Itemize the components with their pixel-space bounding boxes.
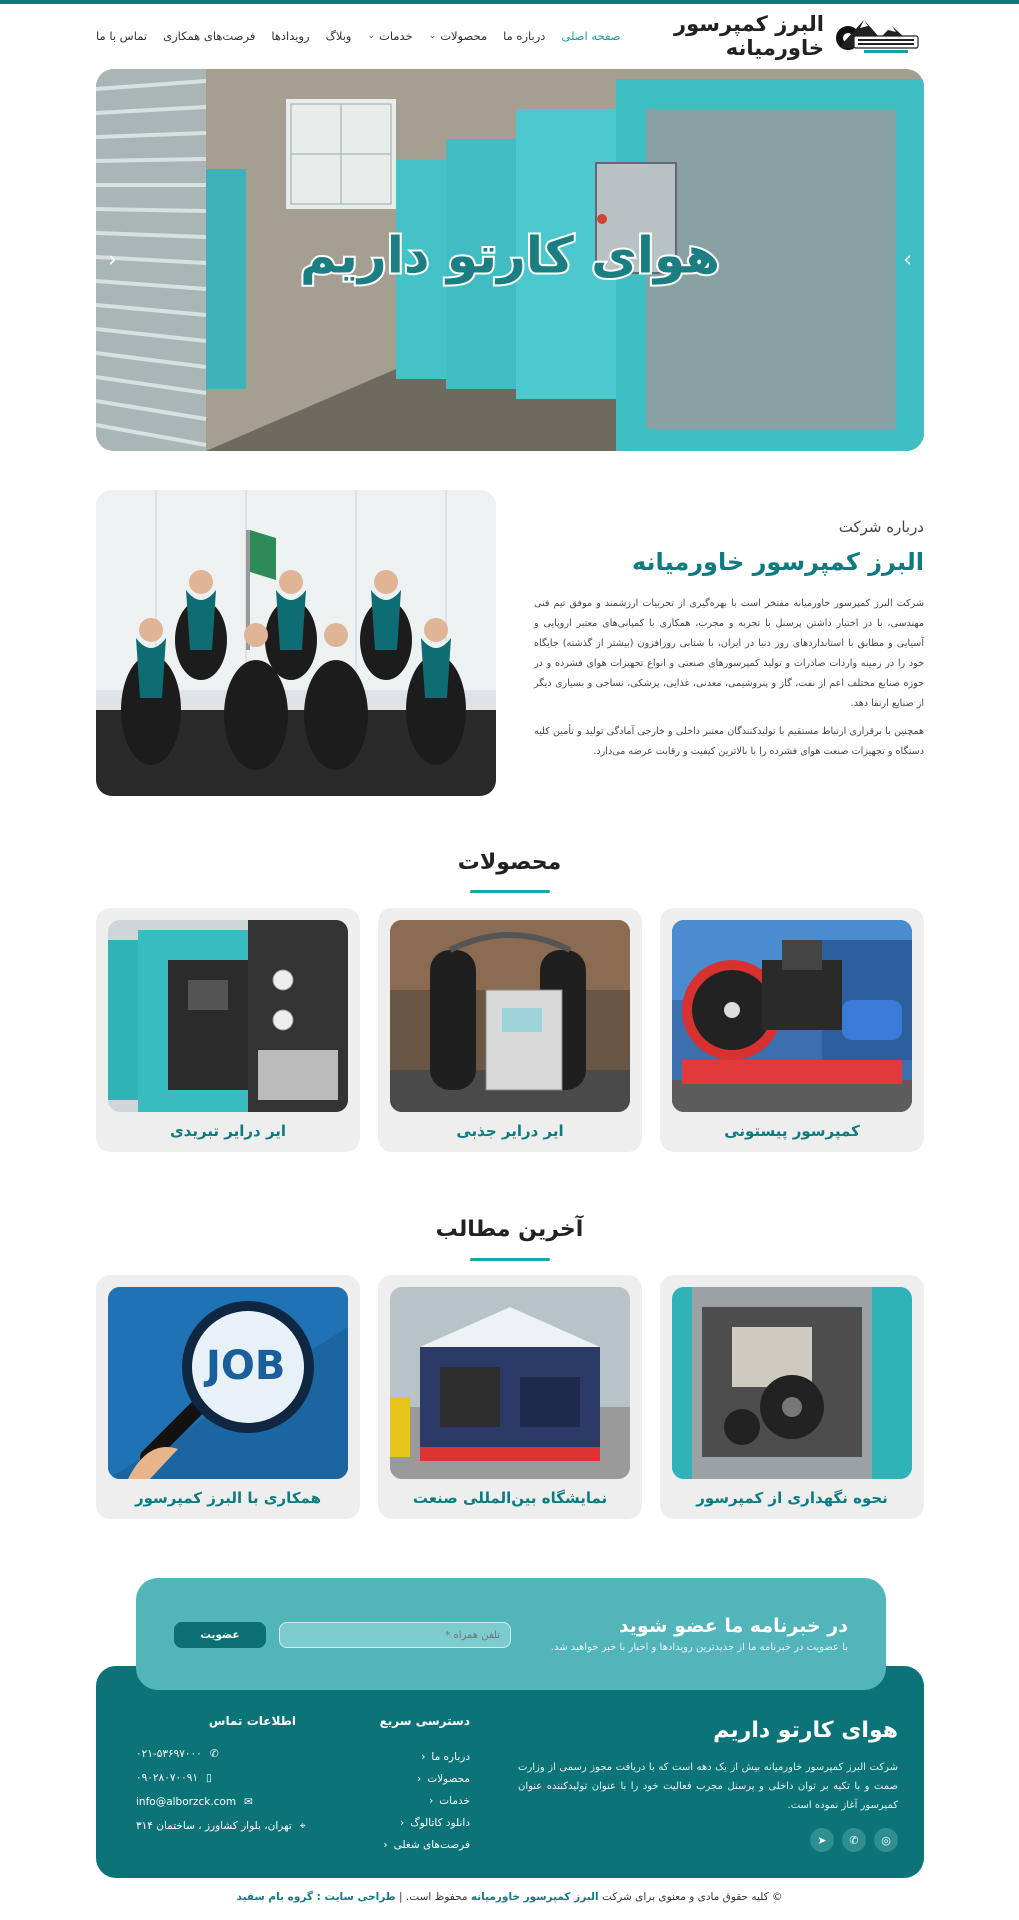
footer-slogan: هوای کارتو داریم bbox=[713, 1718, 898, 1743]
post-image bbox=[672, 1287, 912, 1479]
chevron-down-icon: ⌄ bbox=[428, 31, 437, 41]
chevron-left-icon: ‹ bbox=[400, 1817, 405, 1829]
footer-quick-link[interactable] bbox=[383, 1812, 470, 1834]
copyright bbox=[0, 1891, 1019, 1903]
chevron-left-icon[interactable]: ‹ bbox=[108, 247, 117, 273]
products-title: محصولات bbox=[457, 850, 562, 875]
nav-item[interactable] bbox=[96, 29, 147, 43]
product-card-piston-compressor[interactable] bbox=[660, 908, 924, 1152]
post-card-compressor-maintenance[interactable] bbox=[660, 1275, 924, 1519]
post-image bbox=[390, 1287, 630, 1479]
nav-item[interactable] bbox=[163, 29, 255, 43]
product-card-refrigerated-dryer[interactable] bbox=[96, 908, 360, 1152]
nav-item[interactable] bbox=[326, 29, 352, 43]
site-footer bbox=[96, 1666, 924, 1878]
copyright-prefix: © کلیه حقوق مادی و معنوی برای شرکت bbox=[601, 1891, 783, 1903]
footer-quick-link-label: محصولات bbox=[427, 1773, 470, 1785]
footer-description: شرکت البرز کمپرسور خاورمیانه بیش از یک دهه است که با دریافت مجوز رسمی از وزارت صمت و با تکیه بر توان داخلی و پرسنل مجرب فعالیت خود را با عنوان تولیدکننده عنوان کمپرسور آغاز نموده است. bbox=[518, 1762, 898, 1811]
quick-links-title: دسترسی سریع bbox=[379, 1714, 470, 1728]
contact-item[interactable] bbox=[136, 1790, 356, 1814]
products-grid bbox=[96, 908, 924, 1152]
contact-title: اطلاعات تماس bbox=[208, 1714, 296, 1728]
footer-quick-link-label: فرصت‌های شغلی bbox=[393, 1839, 470, 1851]
site-header bbox=[96, 4, 924, 68]
nav-item[interactable] bbox=[271, 29, 309, 43]
product-label: ایر درایر جذبی bbox=[456, 1122, 564, 1140]
quick-links bbox=[383, 1746, 470, 1856]
newsletter-phone-input[interactable] bbox=[279, 1622, 511, 1648]
chevron-left-icon: ‹ bbox=[421, 1751, 426, 1763]
footer-quick-link-label: درباره ما bbox=[431, 1751, 470, 1763]
nav-item-label: وبلاگ bbox=[325, 29, 352, 43]
brand-name: البرز کمپرسور خاورمیانه bbox=[674, 12, 824, 60]
instagram-icon[interactable]: ◎ bbox=[874, 1828, 898, 1852]
site-credit-link[interactable]: طراحی سایت : گروه بام سفید bbox=[236, 1891, 396, 1903]
contact-item[interactable] bbox=[136, 1766, 356, 1790]
job-text: JOB bbox=[206, 1343, 286, 1389]
post-label: نحوه نگهداری از کمپرسور bbox=[696, 1489, 888, 1507]
contact-text: ۰۹۰۲۸۰۷۰۰۹۱ bbox=[136, 1772, 199, 1784]
mobile-icon: ▯ bbox=[206, 1772, 212, 1784]
post-label: همکاری با البرز کمپرسور bbox=[134, 1489, 321, 1507]
footer-quick-link-label: خدمات bbox=[439, 1795, 470, 1807]
product-card-desiccant-dryer[interactable] bbox=[378, 908, 642, 1152]
post-image bbox=[108, 1287, 348, 1479]
nav-item[interactable] bbox=[503, 29, 545, 43]
mail-icon: ✉ bbox=[244, 1796, 253, 1808]
about-text bbox=[534, 518, 924, 770]
product-image bbox=[390, 920, 630, 1112]
about-kicker: درباره شرکت bbox=[838, 518, 924, 536]
posts-title-underline bbox=[470, 1258, 550, 1261]
location-icon: ⌖ bbox=[299, 1819, 306, 1832]
chevron-down-icon: ⌄ bbox=[367, 31, 376, 41]
contact-item[interactable] bbox=[136, 1742, 356, 1766]
nav-item[interactable] bbox=[561, 29, 620, 43]
newsletter-subscribe-button[interactable]: عضویت bbox=[174, 1622, 266, 1648]
product-image bbox=[108, 920, 348, 1112]
contact-item[interactable] bbox=[136, 1814, 356, 1838]
about-section bbox=[96, 490, 924, 796]
nav-item-label: تماس با ما bbox=[96, 29, 148, 43]
about-title: البرز کمپرسور خاورمیانه bbox=[631, 548, 924, 576]
post-card-careers[interactable] bbox=[96, 1275, 360, 1519]
hero-title: هوای کارتو داریم bbox=[299, 226, 721, 285]
posts-title: آخرین مطالب bbox=[435, 1217, 584, 1242]
product-label: کمپرسور پیستونی bbox=[724, 1122, 860, 1140]
newsletter-box bbox=[136, 1578, 886, 1690]
chevron-left-icon: ‹ bbox=[416, 1773, 422, 1785]
nav-item[interactable] bbox=[367, 29, 412, 43]
nav-item-label: صفحه اصلی bbox=[561, 29, 621, 43]
product-image bbox=[672, 920, 912, 1112]
contact-text: تهران، بلوار کشاورز ، ساختمان ۳۱۴ bbox=[136, 1820, 292, 1832]
copyright-suffix: محفوظ است. | bbox=[399, 1891, 468, 1903]
copyright-company: البرز کمپرسور خاورمیانه bbox=[470, 1891, 599, 1903]
contact-list bbox=[136, 1742, 356, 1838]
nav-item-label: محصولات bbox=[440, 29, 488, 43]
contact-text: info@alborzck.com bbox=[136, 1796, 237, 1808]
chevron-right-icon[interactable]: › bbox=[903, 247, 912, 273]
telegram-icon[interactable]: ➤ bbox=[810, 1828, 834, 1852]
chevron-left-icon: ‹ bbox=[429, 1795, 434, 1807]
product-label: ایر درایر تبریدی bbox=[169, 1122, 287, 1140]
footer-quick-link[interactable] bbox=[383, 1746, 470, 1768]
nav-item-label: رویدادها bbox=[271, 29, 310, 43]
brand[interactable] bbox=[621, 12, 924, 60]
post-card-industry-exhibition[interactable] bbox=[378, 1275, 642, 1519]
main-nav bbox=[96, 29, 621, 43]
company-logo bbox=[834, 14, 924, 58]
chevron-left-icon: ‹ bbox=[383, 1839, 388, 1851]
newsletter-title: در خبرنامه ما عضو شوید bbox=[618, 1615, 848, 1637]
footer-quick-link[interactable] bbox=[383, 1768, 470, 1790]
footer-quick-link[interactable] bbox=[383, 1834, 470, 1856]
posts-grid bbox=[96, 1275, 924, 1519]
products-title-underline bbox=[470, 890, 550, 893]
footer-quick-link-label: دانلود کاتالوگ bbox=[410, 1817, 470, 1829]
phone-icon: ✆ bbox=[209, 1748, 219, 1760]
team-photo bbox=[96, 490, 496, 796]
nav-item-label: خدمات bbox=[379, 29, 413, 43]
contact-text: ۰۲۱-۵۳۶۹۷۰۰۰ bbox=[136, 1748, 202, 1760]
newsletter-subtitle: با عضویت در خبرنامه ما از جدیدترین رویدادها و اخبار با خبر خواهید شد. bbox=[550, 1642, 848, 1653]
social-links bbox=[810, 1828, 898, 1852]
about-paragraph-2: همچنین با برقراری ارتباط مستقیم با تولیدکنندگان معتبر داخلی و خارجی آمادگی تولید و تأمین کلیه دستگاه و تجهیزات صنعت هوای فشرده را با بالاترین کیفیت و رقابت عرضه می‌دارد. bbox=[534, 726, 924, 757]
post-label: نمایشگاه بین‌المللی صنعت bbox=[412, 1489, 608, 1507]
about-paragraph-1: شرکت البرز کمپرسور خاورمیانه مفتخر است با بهره‌گیری از تجربیات ارزشمند و موفق تیم فنی مهندسی، با در اختیار داشتن پرسنل با تجربه و مجرب، همکاری با کمپانی‌های معتبر اروپایی و آسیایی و مطابق با استانداردهای روز دنیا در ایران، با شتابی روزافزون (بیشتر از گذشته) جایگاه خود را در زمینه واردات صادرات و تولید کمپرسورهای صنعتی و انواع تجهیزات هوای فشرده و در حوزه صنایع مختلف اعم از نفت، گاز و پتروشیمی، معدنی، غذایی، پزشکی، نساجی و بسیاری دیگر از صنایع ارتقا دهد. bbox=[534, 598, 924, 709]
nav-item[interactable] bbox=[429, 29, 487, 43]
hero-slider[interactable] bbox=[96, 69, 924, 451]
footer-quick-link[interactable] bbox=[383, 1790, 470, 1812]
nav-item-label: فرصت‌های همکاری bbox=[163, 29, 256, 43]
nav-item-label: درباره ما bbox=[503, 29, 546, 43]
whatsapp-icon[interactable]: ✆ bbox=[842, 1828, 866, 1852]
